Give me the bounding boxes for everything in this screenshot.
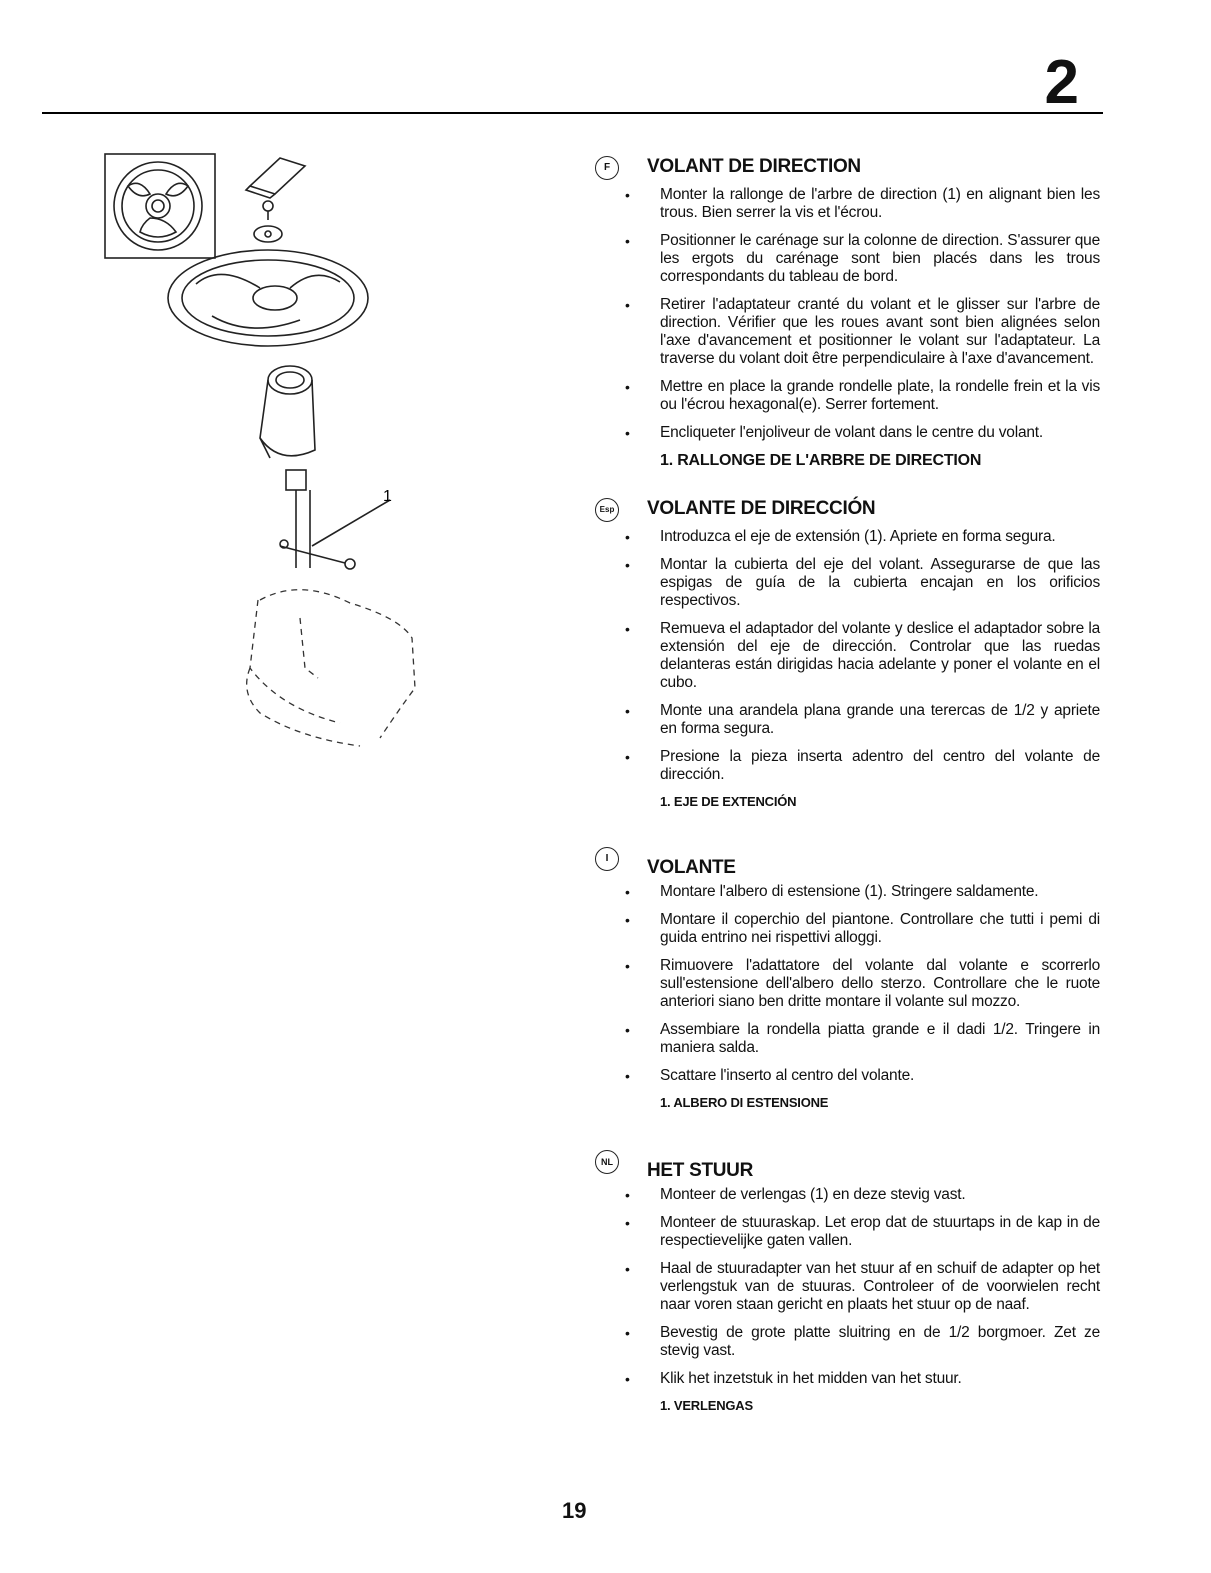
section-title: VOLANTE DE DIRECCIÓN [647, 498, 876, 519]
figure-caption: 1. VERLENGAS [660, 1398, 753, 1413]
instruction-item: • Monte una arandela plana grande una terercas de 1/2 y apriete en forma segura. [595, 702, 1100, 738]
chapter-number: 2 [1044, 48, 1079, 117]
section-dutch [595, 1146, 1100, 1413]
section-title: VOLANT DE DIRECTION [647, 156, 861, 177]
steering-shaft-extension [280, 470, 390, 569]
wheel-cap-insert [246, 158, 305, 198]
instruction-item: • Montar la cubierta del eje del volant. Assegurarse de que las espigas de guía de la cubierta encajan en los orificios respectivos. [595, 556, 1100, 610]
steering-wheel-exploded-diagram [100, 148, 430, 753]
instruction-item: • Introduzca el eje de extensión (1). Apriete en forma segura. [595, 528, 1100, 546]
instruction-item: • Montare l'albero di estensione (1). Stringere saldamente. [595, 883, 1100, 901]
figure-caption: 1. RALLONGE DE L'ARBRE DE DIRECTION [660, 452, 982, 469]
section-spanish [595, 494, 1100, 809]
language-badge-icon: NL [595, 1150, 619, 1174]
instruction-item: • Rimuovere l'adattatore del volante dal volante e scorrerlo sull'estensione dell'albero dello sterzo. Controllare che le ruote anteriori siano ben dritte montare il volante sul mozzo. [595, 957, 1100, 1011]
instruction-item: • Presione la pieza inserta adentro del centro del volante de dirección. [595, 748, 1100, 784]
header-rule [42, 112, 1103, 114]
instruction-item: • Assembiare la rondella piatta grande e il dadi 1/2. Tringere in maniera salda. [595, 1021, 1100, 1057]
language-badge-icon: I [595, 847, 619, 871]
page-number: 19 [562, 1498, 587, 1523]
section-french [595, 152, 1100, 470]
instruction-item: • Montare il coperchio del piantone. Controllare che tutti i pemi di guida entrino nei rispettivi alloggi. [595, 911, 1100, 947]
instruction-item: • Monteer de stuuraskap. Let erop dat de stuurtaps in de kap in de respectievelijke gaten vallen. [595, 1214, 1100, 1250]
dashboard-outline [247, 590, 415, 746]
instruction-item: • Scattare l'inserto al centro del volante. [595, 1067, 1100, 1085]
steering-wheel [168, 250, 368, 346]
figure-callout-label: 1 [383, 488, 392, 505]
nut-and-washer [254, 201, 282, 242]
instruction-item: • Monteer de verlengas (1) en deze stevig vast. [595, 1186, 1100, 1204]
instruction-item: • Bevestig de grote platte sluitring en de 1/2 borgmoer. Zet ze stevig vast. [595, 1324, 1100, 1360]
instruction-item: • Monter la rallonge de l'arbre de direction (1) en alignant bien les trous. Bien serrer la vis et l'écrou. [595, 186, 1100, 222]
section-title: HET STUUR [647, 1160, 754, 1181]
section-title: VOLANTE [647, 857, 736, 878]
steering-column-cover [260, 366, 315, 458]
steering-assembly-drawing [100, 148, 430, 748]
inset-wheel-top-view [105, 154, 215, 258]
instruction-item: • Mettre en place la grande rondelle plate, la rondelle frein et la vis ou l'écrou hexagonal(e). Serrer fortement. [595, 378, 1100, 414]
language-badge-icon: F [595, 156, 619, 180]
instruction-item: • Retirer l'adaptateur cranté du volant et le glisser sur l'arbre de direction. Vérifier que les roues avant sont bien alignées selon l'axe d'avancement et positionner le volant sur l'adaptateur. La traverse du volant doit être perpendiculaire à l'axe d'avancement. [595, 296, 1100, 368]
instructions-column [595, 152, 1100, 1413]
language-badge-icon: Esp [595, 498, 619, 522]
instruction-item: • Haal de stuuradapter van het stuur af en schuif de adapter op het verlengstuk van de stuuras. Controleer of de voorwielen recht naar voren staan gericht en plaats het stuur op de naaf. [595, 1260, 1100, 1314]
figure-caption: 1. EJE DE EXTENCIÓN [660, 794, 797, 809]
instruction-item: • Remueva el adaptador del volante y deslice el adaptador sobre la extensión del eje de dirección. Controlar que las ruedas delanteras están dirigidas hacia adelante y poner el volante en el cubo. [595, 620, 1100, 692]
instruction-item: • Encliqueter l'enjoliveur de volant dans le centre du volant. [595, 424, 1100, 442]
instruction-item: • Klik het inzetstuk in het midden van het stuur. [595, 1370, 1100, 1388]
instruction-item: • Positionner le carénage sur la colonne de direction. S'assurer que les ergots du carénage sont bien placés dans les trous correspondants du tableau de bord. [595, 232, 1100, 286]
section-italian [595, 843, 1100, 1110]
figure-caption: 1. ALBERO DI ESTENSIONE [660, 1095, 829, 1110]
